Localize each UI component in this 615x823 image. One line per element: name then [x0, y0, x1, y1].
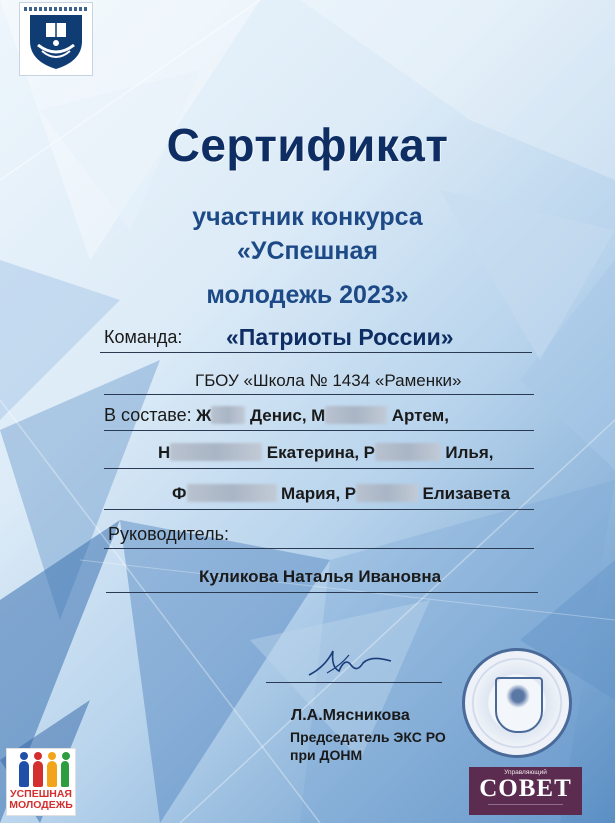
member-2-first-name: Артем,: [391, 406, 449, 425]
figure-icon: [33, 761, 43, 787]
upravlyayushchiy-sovet-logo: [469, 767, 582, 815]
school-underline: [104, 394, 534, 395]
seal-tree-icon: [503, 683, 533, 709]
members-underline-3: [104, 509, 534, 510]
member-2-redaction: [325, 406, 387, 424]
member-6-first-name: Елизавета: [422, 484, 511, 503]
uspeshnaya-molodezh-logo: [6, 748, 76, 816]
uspeshnaya-logo-line-2: МОЛОДЕЖЬ: [9, 799, 73, 811]
uspeshnaya-logo-line-1: УСПЕШНАЯ: [10, 788, 72, 800]
figure-icon: [47, 761, 57, 787]
team-label: Команда:: [104, 327, 183, 347]
uspeshnaya-logo-text: [7, 789, 75, 811]
subtitle-line-3: молодежь 2023»: [206, 281, 409, 309]
shield-emblem-icon: [20, 11, 92, 73]
member-1-redaction: [211, 406, 245, 424]
member-3-initial: Н: [158, 443, 171, 462]
members-row-3: [172, 484, 510, 504]
members-underline-2: [104, 468, 534, 469]
sovet-logo-big-text: СОВЕТ: [479, 775, 572, 802]
team-name: «Патриоты России»: [226, 324, 454, 350]
member-5-initial: Ф: [172, 484, 187, 503]
member-5-redaction: [187, 484, 277, 502]
signer-name: Л.А.Мясникова: [291, 707, 410, 724]
supervisor-name: Куликова Наталья Ивановна: [199, 567, 442, 586]
member-4-initial: Р: [363, 443, 375, 462]
school-name: ГБОУ «Школа № 1434 «Раменки»: [195, 371, 462, 390]
member-4-first-name: Илья,: [445, 443, 494, 462]
member-3-first-name: Екатерина,: [266, 443, 360, 462]
members-row-2: [158, 443, 493, 463]
member-4-redaction: [375, 443, 441, 461]
member-2-initial: М: [311, 406, 326, 425]
members-underline-1: [104, 430, 534, 431]
supervisor-underline-1: [104, 548, 534, 549]
member-3-redaction: [170, 443, 262, 461]
members-row-1: [104, 405, 449, 426]
figure-icon: [19, 761, 29, 787]
handwritten-signature: [305, 645, 395, 685]
sovet-logo-small-text: Управляющий: [504, 769, 547, 776]
supervisor-label: Руководитель:: [108, 524, 229, 544]
member-6-initial: Р: [344, 484, 357, 503]
subtitle-line-2: «УСпешная: [237, 237, 378, 265]
institution-logo: [19, 2, 93, 76]
member-1-first-name: Денис,: [249, 406, 307, 425]
member-5-first-name: Мария,: [280, 484, 341, 503]
signer-position-line-1: Председатель ЭКС РО: [290, 729, 446, 745]
member-1-initial: Ж: [196, 406, 212, 425]
figure-icon: [61, 761, 69, 787]
official-seal: [462, 648, 572, 758]
team-underline: [100, 352, 532, 353]
signer-position-line-2: при ДОНМ: [290, 747, 363, 763]
signature-line: [266, 682, 442, 683]
supervisor-underline-2: [106, 592, 538, 593]
sovet-logo-caption: ———————————————: [488, 802, 563, 808]
subtitle-line-1: участник конкурса: [192, 203, 423, 231]
member-6-redaction: [356, 484, 418, 502]
certificate-title: Сертификат: [166, 119, 449, 171]
members-label: В составе:: [104, 405, 192, 425]
